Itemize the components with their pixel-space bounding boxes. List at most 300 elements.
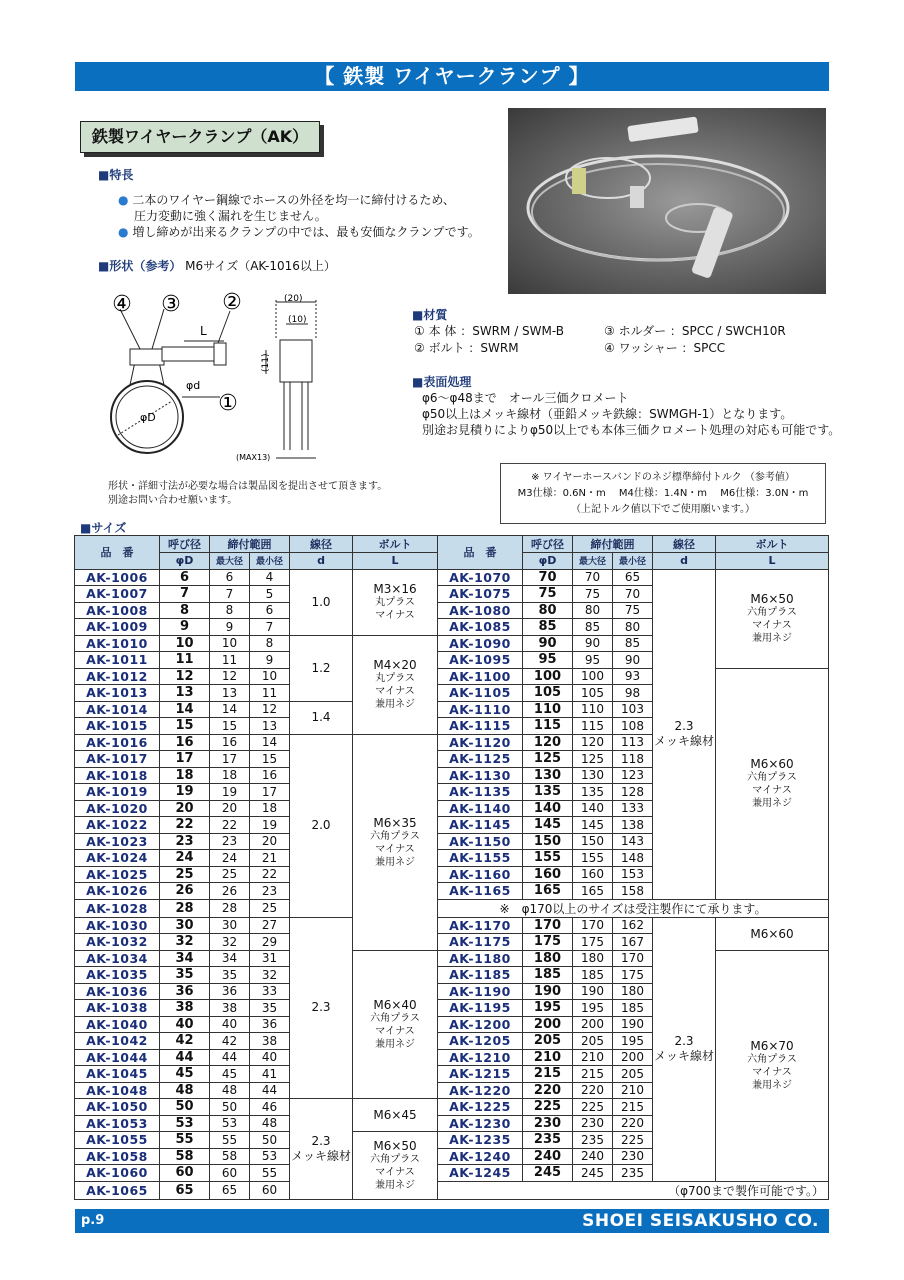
bullet-icon: ● xyxy=(118,193,129,207)
th-bolt-sub-r: L xyxy=(716,553,829,570)
max-diameter: 235 xyxy=(573,1132,613,1149)
min-diameter: 65 xyxy=(613,569,653,586)
part-number: AK-1014 xyxy=(75,701,160,718)
part-number: AK-1030 xyxy=(75,917,160,934)
max-diameter: 24 xyxy=(210,850,250,867)
min-diameter: 90 xyxy=(613,652,653,669)
part-number: AK-1058 xyxy=(75,1148,160,1165)
part-number: AK-1026 xyxy=(75,883,160,900)
min-diameter: 21 xyxy=(250,850,290,867)
min-diameter: 25 xyxy=(250,899,290,917)
part-number: AK-1042 xyxy=(75,1033,160,1050)
min-diameter: 158 xyxy=(613,883,653,900)
th-nominal: 呼び径 xyxy=(160,536,210,553)
min-diameter: 9 xyxy=(250,652,290,669)
th-part-r: 品 番 xyxy=(438,536,523,570)
min-diameter: 235 xyxy=(613,1165,653,1182)
th-nominal-sub-r: φD xyxy=(523,553,573,570)
bolt-type: 丸プラス xyxy=(375,673,415,684)
nominal-diameter: 16 xyxy=(160,734,210,751)
nominal-diameter: 205 xyxy=(523,1033,573,1050)
th-min: 最小径 xyxy=(250,553,290,570)
bolt-spec xyxy=(353,1132,438,1200)
min-diameter: 18 xyxy=(250,800,290,817)
th-max-r: 最大径 xyxy=(573,553,613,570)
bolt-type: 兼用ネジ xyxy=(752,633,792,644)
max-diameter: 34 xyxy=(210,950,250,967)
min-diameter: 36 xyxy=(250,1016,290,1033)
min-diameter: 93 xyxy=(613,668,653,685)
part-number: AK-1009 xyxy=(75,619,160,636)
min-diameter: 12 xyxy=(250,701,290,718)
page-banner-title: 【 鉄製 ワイヤークランプ 】 xyxy=(75,62,829,91)
bolt-size: M6×45 xyxy=(373,1108,417,1122)
nominal-diameter: 160 xyxy=(523,866,573,883)
max-diameter: 80 xyxy=(573,602,613,619)
min-diameter: 98 xyxy=(613,685,653,702)
bolt-size: M6×50 xyxy=(750,592,794,606)
min-diameter: 23 xyxy=(250,883,290,900)
bolt-size: M6×60 xyxy=(750,926,794,941)
part-number: AK-1185 xyxy=(438,967,523,984)
part-number: AK-1165 xyxy=(438,883,523,900)
part-number: AK-1028 xyxy=(75,899,160,917)
min-diameter: 40 xyxy=(250,1049,290,1066)
th-wire-sub-r: d xyxy=(653,553,716,570)
nominal-diameter: 42 xyxy=(160,1033,210,1050)
nominal-diameter: 125 xyxy=(523,751,573,768)
nominal-diameter: 7 xyxy=(160,586,210,603)
min-diameter: 185 xyxy=(613,1000,653,1017)
max-diameter: 70 xyxy=(573,569,613,586)
bolt-type: 兼用ネジ xyxy=(752,798,792,809)
nominal-diameter: 165 xyxy=(523,883,573,900)
max-diameter: 10 xyxy=(210,635,250,652)
part-number: AK-1060 xyxy=(75,1165,160,1182)
min-diameter: 6 xyxy=(250,602,290,619)
min-diameter: 123 xyxy=(613,767,653,784)
label-n3: ③ xyxy=(161,292,181,317)
th-part: 品 番 xyxy=(75,536,160,570)
th-range-r: 締付範囲 xyxy=(573,536,653,553)
nominal-diameter: 95 xyxy=(523,652,573,669)
min-diameter: 7 xyxy=(250,619,290,636)
label-phiD: φD xyxy=(140,411,156,424)
max-diameter: 58 xyxy=(210,1148,250,1165)
nominal-diameter: 180 xyxy=(523,950,573,967)
max-diameter: 230 xyxy=(573,1115,613,1132)
bolt-spec xyxy=(716,668,829,899)
min-diameter: 35 xyxy=(250,1000,290,1017)
nominal-diameter: 17 xyxy=(160,751,210,768)
nominal-diameter: 20 xyxy=(160,800,210,817)
part-number: AK-1048 xyxy=(75,1082,160,1099)
th-bolt-sub: L xyxy=(353,553,438,570)
nominal-diameter: 185 xyxy=(523,967,573,984)
min-diameter: 75 xyxy=(613,602,653,619)
min-diameter: 167 xyxy=(613,934,653,951)
nominal-diameter: 80 xyxy=(523,602,573,619)
wire-diameter: 2.0 xyxy=(290,734,353,917)
part-number: AK-1010 xyxy=(75,635,160,652)
nominal-diameter: 15 xyxy=(160,718,210,735)
wire-diameter: 1.2 xyxy=(290,635,353,701)
bolt-spec xyxy=(353,635,438,734)
min-diameter: 8 xyxy=(250,635,290,652)
max-diameter: 20 xyxy=(210,800,250,817)
th-nominal-sub: φD xyxy=(160,553,210,570)
max-diameter: 13 xyxy=(210,685,250,702)
max-diameter: 155 xyxy=(573,850,613,867)
bolt-spec xyxy=(716,917,829,950)
min-diameter: 162 xyxy=(613,917,653,934)
min-diameter: 15 xyxy=(250,751,290,768)
nominal-diameter: 190 xyxy=(523,983,573,1000)
min-diameter: 175 xyxy=(613,967,653,984)
part-number: AK-1150 xyxy=(438,833,523,850)
min-diameter: 53 xyxy=(250,1148,290,1165)
size-table xyxy=(74,535,829,1200)
min-diameter: 108 xyxy=(613,718,653,735)
table-row xyxy=(75,668,829,685)
part-number: AK-1210 xyxy=(438,1049,523,1066)
max-diameter: 30 xyxy=(210,917,250,934)
max-diameter: 185 xyxy=(573,967,613,984)
part-number: AK-1085 xyxy=(438,619,523,636)
max-diameter: 110 xyxy=(573,701,613,718)
part-number: AK-1120 xyxy=(438,734,523,751)
max-diameter: 195 xyxy=(573,1000,613,1017)
table-row xyxy=(75,569,829,586)
nominal-diameter: 110 xyxy=(523,701,573,718)
label-n2: ② xyxy=(222,290,242,315)
max-diameter: 14 xyxy=(210,701,250,718)
nominal-diameter: 225 xyxy=(523,1099,573,1116)
bolt-size: M6×60 xyxy=(750,757,794,771)
bolt-size: M4×20 xyxy=(373,658,417,672)
material-heading: ■材質 xyxy=(412,308,448,322)
min-diameter: 22 xyxy=(250,866,290,883)
surface-line-1: φ6～φ48まで オール三価クロメート xyxy=(422,391,629,405)
part-number: AK-1215 xyxy=(438,1066,523,1083)
product-subtitle: 鉄製ワイヤークランプ（AK） xyxy=(80,121,320,153)
max-diameter: 105 xyxy=(573,685,613,702)
nominal-diameter: 18 xyxy=(160,767,210,784)
max-diameter: 240 xyxy=(573,1148,613,1165)
min-diameter: 70 xyxy=(613,586,653,603)
min-diameter: 143 xyxy=(613,833,653,850)
max-diameter: 245 xyxy=(573,1165,613,1182)
nominal-diameter: 6 xyxy=(160,569,210,586)
bolt-type: マイナス xyxy=(752,785,792,796)
max-diameter: 175 xyxy=(573,934,613,951)
part-number: AK-1175 xyxy=(438,934,523,951)
min-diameter: 31 xyxy=(250,950,290,967)
part-number: AK-1245 xyxy=(438,1165,523,1182)
bolt-type: マイナス xyxy=(375,686,415,697)
max-diameter: 165 xyxy=(573,883,613,900)
table-row xyxy=(75,917,829,934)
nominal-diameter: 19 xyxy=(160,784,210,801)
bolt-type: 六角プラス xyxy=(747,772,797,783)
nominal-diameter: 11 xyxy=(160,652,210,669)
bolt-size: M3×16 xyxy=(373,582,417,596)
part-number: AK-1145 xyxy=(438,817,523,834)
min-diameter: 10 xyxy=(250,668,290,685)
part-number: AK-1040 xyxy=(75,1016,160,1033)
nominal-diameter: 70 xyxy=(523,569,573,586)
max-diameter: 90 xyxy=(573,635,613,652)
part-number: AK-1070 xyxy=(438,569,523,586)
nominal-diameter: 135 xyxy=(523,784,573,801)
label-n4: ④ xyxy=(112,292,132,317)
max-diameter: 100 xyxy=(573,668,613,685)
nominal-diameter: 9 xyxy=(160,619,210,636)
max-diameter: 16 xyxy=(210,734,250,751)
min-diameter: 48 xyxy=(250,1115,290,1132)
torque-values: M3仕様：0.6N・m M4仕様：1.4N・m M6仕様：3.0N・m xyxy=(517,488,809,499)
part-number: AK-1044 xyxy=(75,1049,160,1066)
wire-diameter: 2.3 xyxy=(290,917,353,1099)
max-diameter: 9 xyxy=(210,619,250,636)
max-diameter: 19 xyxy=(210,784,250,801)
bolt-type: 六角プラス xyxy=(370,830,420,842)
bolt-type: 兼用ネジ xyxy=(375,699,415,710)
nominal-diameter: 220 xyxy=(523,1082,573,1099)
min-diameter: 29 xyxy=(250,934,290,951)
bolt-type: 兼用ネジ xyxy=(375,1179,415,1191)
max-diameter: 48 xyxy=(210,1082,250,1099)
min-diameter: 170 xyxy=(613,950,653,967)
th-wire: 線径 xyxy=(290,536,353,553)
nominal-diameter: 85 xyxy=(523,619,573,636)
part-number: AK-1140 xyxy=(438,800,523,817)
min-diameter: 11 xyxy=(250,685,290,702)
part-number: AK-1034 xyxy=(75,950,160,967)
min-diameter: 85 xyxy=(613,635,653,652)
table-row xyxy=(75,899,829,917)
wire-diameter: 1.0 xyxy=(290,569,353,635)
nominal-diameter: 120 xyxy=(523,734,573,751)
max-diameter: 200 xyxy=(573,1016,613,1033)
part-number: AK-1240 xyxy=(438,1148,523,1165)
th-wire-sub: d xyxy=(290,553,353,570)
part-number: AK-1065 xyxy=(75,1181,160,1199)
part-number: AK-1032 xyxy=(75,934,160,951)
note-700: （φ700まで製作可能です。） xyxy=(438,1181,829,1199)
min-diameter: 14 xyxy=(250,734,290,751)
part-number: AK-1006 xyxy=(75,569,160,586)
wire-diameter: 2.3 メッキ線材 xyxy=(653,917,716,1181)
min-diameter: 138 xyxy=(613,817,653,834)
part-number: AK-1008 xyxy=(75,602,160,619)
bolt-spec xyxy=(353,734,438,950)
bolt-size: M6×40 xyxy=(373,997,417,1012)
max-diameter: 44 xyxy=(210,1049,250,1066)
max-diameter: 38 xyxy=(210,1000,250,1017)
bolt-type: マイナス xyxy=(752,620,792,631)
note-170: ※ φ170以上のサイズは受注製作にて承ります。 xyxy=(438,899,829,917)
surface-line-3: 別途お見積りによりφ50以上でも本体三価クロメート処理の対応も可能です。 xyxy=(422,423,841,437)
torque-title: ※ ワイヤーホースバンドのネジ標準締付トルク （参考値） xyxy=(531,472,795,483)
max-diameter: 45 xyxy=(210,1066,250,1083)
min-diameter: 113 xyxy=(613,734,653,751)
bolt-type: 兼用ネジ xyxy=(375,856,415,868)
wire-diameter: 2.3 メッキ線材 xyxy=(290,1099,353,1200)
max-diameter: 26 xyxy=(210,883,250,900)
max-diameter: 75 xyxy=(573,586,613,603)
nominal-diameter: 150 xyxy=(523,833,573,850)
th-bolt: ボルト xyxy=(353,536,438,553)
bolt-type: マイナス xyxy=(375,843,415,855)
max-diameter: 25 xyxy=(210,866,250,883)
max-diameter: 40 xyxy=(210,1016,250,1033)
max-diameter: 210 xyxy=(573,1049,613,1066)
nominal-diameter: 100 xyxy=(523,668,573,685)
bolt-type: マイナス xyxy=(375,610,415,621)
part-number: AK-1036 xyxy=(75,983,160,1000)
nominal-diameter: 115 xyxy=(523,718,573,735)
min-diameter: 180 xyxy=(613,983,653,1000)
max-diameter: 12 xyxy=(210,668,250,685)
nominal-diameter: 210 xyxy=(523,1049,573,1066)
bolt-spec xyxy=(353,1099,438,1132)
torque-note: （上記トルク値以下でご使用願います。） xyxy=(571,504,755,515)
th-max: 最大径 xyxy=(210,553,250,570)
min-diameter: 5 xyxy=(250,586,290,603)
material-row-2-left: ② ボルト ：SWRM xyxy=(414,341,519,355)
max-diameter: 28 xyxy=(210,899,250,917)
bolt-size: M6×70 xyxy=(750,1039,794,1053)
nominal-diameter: 22 xyxy=(160,817,210,834)
max-diameter: 36 xyxy=(210,983,250,1000)
part-number: AK-1023 xyxy=(75,833,160,850)
nominal-diameter: 28 xyxy=(160,899,210,917)
part-number: AK-1020 xyxy=(75,800,160,817)
max-diameter: 115 xyxy=(573,718,613,735)
nominal-diameter: 60 xyxy=(160,1165,210,1182)
part-number: AK-1024 xyxy=(75,850,160,867)
part-number: AK-1170 xyxy=(438,917,523,934)
min-diameter: 190 xyxy=(613,1016,653,1033)
max-diameter: 55 xyxy=(210,1132,250,1149)
max-diameter: 35 xyxy=(210,967,250,984)
max-diameter: 160 xyxy=(573,866,613,883)
nominal-diameter: 53 xyxy=(160,1115,210,1132)
nominal-diameter: 175 xyxy=(523,934,573,951)
min-diameter: 41 xyxy=(250,1066,290,1083)
part-number: AK-1205 xyxy=(438,1033,523,1050)
size-heading: ■サイズ xyxy=(80,521,127,535)
max-diameter: 11 xyxy=(210,652,250,669)
nominal-diameter: 105 xyxy=(523,685,573,702)
table-row xyxy=(75,950,829,967)
nominal-diameter: 155 xyxy=(523,850,573,867)
part-number: AK-1012 xyxy=(75,668,160,685)
max-diameter: 53 xyxy=(210,1115,250,1132)
label-L: L xyxy=(200,324,207,338)
max-diameter: 17 xyxy=(210,751,250,768)
max-diameter: 8 xyxy=(210,602,250,619)
part-number: AK-1125 xyxy=(438,751,523,768)
nominal-diameter: 50 xyxy=(160,1099,210,1116)
min-diameter: 4 xyxy=(250,569,290,586)
min-diameter: 19 xyxy=(250,817,290,834)
bolt-spec xyxy=(716,950,829,1181)
material-row-2-right: ④ ワッシャー ：SPCC xyxy=(604,341,726,355)
part-number: AK-1055 xyxy=(75,1132,160,1149)
max-diameter: 145 xyxy=(573,817,613,834)
drawing-note: 形状・詳細寸法が必要な場合は製品図を提出させて頂きます。 別途お問い合わせ願います。 xyxy=(108,481,388,506)
nominal-diameter: 10 xyxy=(160,635,210,652)
max-diameter: 50 xyxy=(210,1099,250,1116)
max-diameter: 65 xyxy=(210,1181,250,1199)
bolt-type: マイナス xyxy=(752,1067,792,1078)
part-number: AK-1130 xyxy=(438,767,523,784)
th-nominal-r: 呼び径 xyxy=(523,536,573,553)
th-wire-r: 線径 xyxy=(653,536,716,553)
torque-box xyxy=(500,463,826,524)
page-number: p.9 xyxy=(81,1213,105,1228)
nominal-diameter: 195 xyxy=(523,1000,573,1017)
max-diameter: 85 xyxy=(573,619,613,636)
nominal-diameter: 35 xyxy=(160,967,210,984)
max-diameter: 135 xyxy=(573,784,613,801)
nominal-diameter: 140 xyxy=(523,800,573,817)
nominal-diameter: 230 xyxy=(523,1115,573,1132)
clamp-side-drawing xyxy=(236,290,336,470)
bolt-type: マイナス xyxy=(375,1166,415,1178)
product-photo xyxy=(508,108,826,294)
nominal-diameter: 14 xyxy=(160,701,210,718)
surface-line-2: φ50以上はメッキ線材（亜鉛メッキ鉄線：SWMGH-1）となります。 xyxy=(422,407,793,421)
min-diameter: 148 xyxy=(613,850,653,867)
max-diameter: 18 xyxy=(210,767,250,784)
part-number: AK-1018 xyxy=(75,767,160,784)
max-diameter: 180 xyxy=(573,950,613,967)
max-diameter: 60 xyxy=(210,1165,250,1182)
material-row-1-right: ③ ホルダー ：SPCC / SWCH10R xyxy=(604,324,786,338)
bolt-spec xyxy=(353,950,438,1099)
part-number: AK-1075 xyxy=(438,586,523,603)
min-diameter: 33 xyxy=(250,983,290,1000)
min-diameter: 200 xyxy=(613,1049,653,1066)
part-number: AK-1013 xyxy=(75,685,160,702)
part-number: AK-1155 xyxy=(438,850,523,867)
max-diameter: 140 xyxy=(573,800,613,817)
label-phid: φd xyxy=(186,379,201,392)
min-diameter: 210 xyxy=(613,1082,653,1099)
bolt-type: 六角プラス xyxy=(370,1153,420,1165)
part-number: AK-1190 xyxy=(438,983,523,1000)
max-diameter: 190 xyxy=(573,983,613,1000)
part-number: AK-1011 xyxy=(75,652,160,669)
part-number: AK-1053 xyxy=(75,1115,160,1132)
max-diameter: 32 xyxy=(210,934,250,951)
nominal-diameter: 45 xyxy=(160,1066,210,1083)
feature-line-1: ● 二本のワイヤー鋼線でホースの外径を均一に締付けるため、 xyxy=(118,193,455,207)
part-number: AK-1017 xyxy=(75,751,160,768)
part-number: AK-1095 xyxy=(438,652,523,669)
feature-line-3: ● 増し締めが出来るクランプの中では、最も安価なクランプです。 xyxy=(118,225,480,239)
part-number: AK-1135 xyxy=(438,784,523,801)
nominal-diameter: 90 xyxy=(523,635,573,652)
bullet-icon: ● xyxy=(118,225,129,239)
part-number: AK-1220 xyxy=(438,1082,523,1099)
min-diameter: 27 xyxy=(250,917,290,934)
max-diameter: 95 xyxy=(573,652,613,669)
part-number: AK-1235 xyxy=(438,1132,523,1149)
